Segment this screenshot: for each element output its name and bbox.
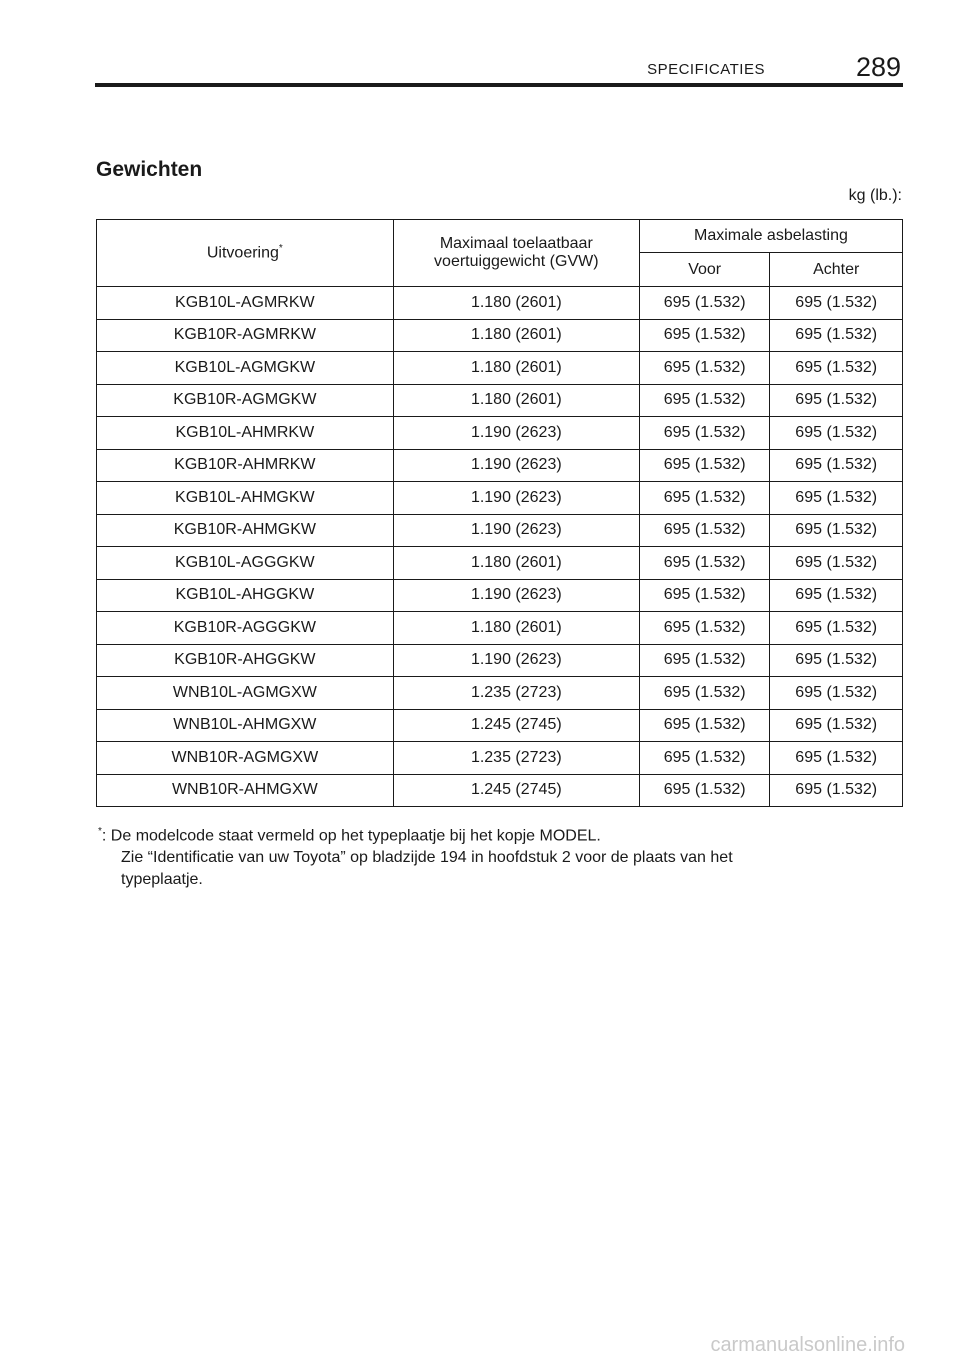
table-row [97, 579, 903, 612]
cell-gvw: 1.190 (2623) [393, 449, 639, 482]
table-row [97, 612, 903, 645]
cell-gvw: 1.245 (2745) [393, 709, 639, 742]
cell-rear: 695 (1.532) [770, 547, 903, 580]
cell-model: KGB10R-AGMGKW [97, 384, 394, 417]
cell-model: KGB10L-AHMGKW [97, 482, 394, 515]
cell-model: WNB10R-AGMGXW [97, 742, 394, 775]
cell-gvw: 1.190 (2623) [393, 482, 639, 515]
cell-rear: 695 (1.532) [770, 644, 903, 677]
cell-model: KGB10R-AHGGKW [97, 644, 394, 677]
cell-front: 695 (1.532) [639, 352, 770, 385]
cell-rear: 695 (1.532) [770, 774, 903, 807]
weights-table [96, 219, 903, 807]
cell-front: 695 (1.532) [639, 449, 770, 482]
cell-front: 695 (1.532) [639, 417, 770, 450]
table-row [97, 417, 903, 450]
cell-gvw: 1.245 (2745) [393, 774, 639, 807]
cell-rear: 695 (1.532) [770, 579, 903, 612]
table-row [97, 677, 903, 710]
cell-front: 695 (1.532) [639, 547, 770, 580]
header-rule [95, 83, 903, 87]
cell-front: 695 (1.532) [639, 742, 770, 775]
cell-gvw: 1.180 (2601) [393, 352, 639, 385]
header-axle-load: Maximale asbelasting [639, 220, 902, 253]
cell-rear: 695 (1.532) [770, 612, 903, 645]
cell-model: KGB10L-AGGGKW [97, 547, 394, 580]
table-row [97, 287, 903, 320]
cell-gvw: 1.180 (2601) [393, 287, 639, 320]
table-row [97, 449, 903, 482]
cell-model: KGB10R-AGGGKW [97, 612, 394, 645]
cell-rear: 695 (1.532) [770, 709, 903, 742]
cell-model: KGB10R-AHMGKW [97, 514, 394, 547]
footnote-line-3: typeplaatje. [121, 871, 203, 889]
header-rear: Achter [770, 253, 903, 287]
header-model: Uitvoering* [97, 220, 394, 287]
cell-model: KGB10L-AGMGKW [97, 352, 394, 385]
cell-gvw: 1.235 (2723) [393, 677, 639, 710]
header-gvw: Maximaal toelaatbaar voertuiggewicht (GVW) [393, 220, 639, 287]
cell-front: 695 (1.532) [639, 677, 770, 710]
cell-model: WNB10L-AGMGXW [97, 677, 394, 710]
cell-rear: 695 (1.532) [770, 742, 903, 775]
cell-front: 695 (1.532) [639, 514, 770, 547]
cell-front: 695 (1.532) [639, 319, 770, 352]
cell-model: KGB10R-AGMRKW [97, 319, 394, 352]
cell-front: 695 (1.532) [639, 774, 770, 807]
cell-gvw: 1.180 (2601) [393, 547, 639, 580]
table-row [97, 709, 903, 742]
table-row [97, 384, 903, 417]
cell-rear: 695 (1.532) [770, 417, 903, 450]
table-row [97, 352, 903, 385]
cell-rear: 695 (1.532) [770, 384, 903, 417]
cell-rear: 695 (1.532) [770, 677, 903, 710]
cell-front: 695 (1.532) [639, 612, 770, 645]
cell-model: KGB10L-AHMRKW [97, 417, 394, 450]
header-front: Voor [639, 253, 770, 287]
cell-model: WNB10L-AHMGXW [97, 709, 394, 742]
cell-rear: 695 (1.532) [770, 287, 903, 320]
cell-front: 695 (1.532) [639, 579, 770, 612]
cell-front: 695 (1.532) [639, 709, 770, 742]
cell-gvw: 1.190 (2623) [393, 644, 639, 677]
cell-gvw: 1.235 (2723) [393, 742, 639, 775]
cell-rear: 695 (1.532) [770, 319, 903, 352]
table-row [97, 547, 903, 580]
cell-front: 695 (1.532) [639, 644, 770, 677]
unit-label: kg (lb.): [848, 187, 902, 204]
footnote-mark: * [98, 826, 102, 837]
cell-front: 695 (1.532) [639, 287, 770, 320]
cell-gvw: 1.180 (2601) [393, 319, 639, 352]
cell-gvw: 1.190 (2623) [393, 579, 639, 612]
cell-model: KGB10L-AHGGKW [97, 579, 394, 612]
table-row [97, 319, 903, 352]
table-row [97, 774, 903, 807]
cell-front: 695 (1.532) [639, 482, 770, 515]
section-title: SPECIFICATIES [647, 61, 765, 78]
footnote-line-2: Zie “Identificatie van uw Toyota” op bladzijde 194 in hoofdstuk 2 voor de plaats van het [121, 849, 733, 867]
footnote [98, 821, 878, 891]
cell-rear: 695 (1.532) [770, 482, 903, 515]
page-title: Gewichten [96, 158, 203, 181]
cell-front: 695 (1.532) [639, 384, 770, 417]
page-number: 289 [855, 52, 901, 82]
cell-model: KGB10L-AGMRKW [97, 287, 394, 320]
table-row [97, 644, 903, 677]
cell-gvw: 1.190 (2623) [393, 417, 639, 450]
cell-gvw: 1.180 (2601) [393, 612, 639, 645]
cell-rear: 695 (1.532) [770, 514, 903, 547]
cell-gvw: 1.180 (2601) [393, 384, 639, 417]
page-header [95, 52, 903, 88]
table-row [97, 742, 903, 775]
watermark: carmanualsonline.info [710, 1334, 905, 1356]
asterisk-mark: * [278, 243, 283, 255]
cell-gvw: 1.190 (2623) [393, 514, 639, 547]
cell-model: KGB10R-AHMRKW [97, 449, 394, 482]
table-row [97, 482, 903, 515]
cell-rear: 695 (1.532) [770, 352, 903, 385]
footnote-line-1: : De modelcode staat vermeld op het typeplaatje bij het kopje MODEL. [101, 827, 601, 845]
cell-rear: 695 (1.532) [770, 449, 903, 482]
cell-model: WNB10R-AHMGXW [97, 774, 394, 807]
table-row [97, 514, 903, 547]
